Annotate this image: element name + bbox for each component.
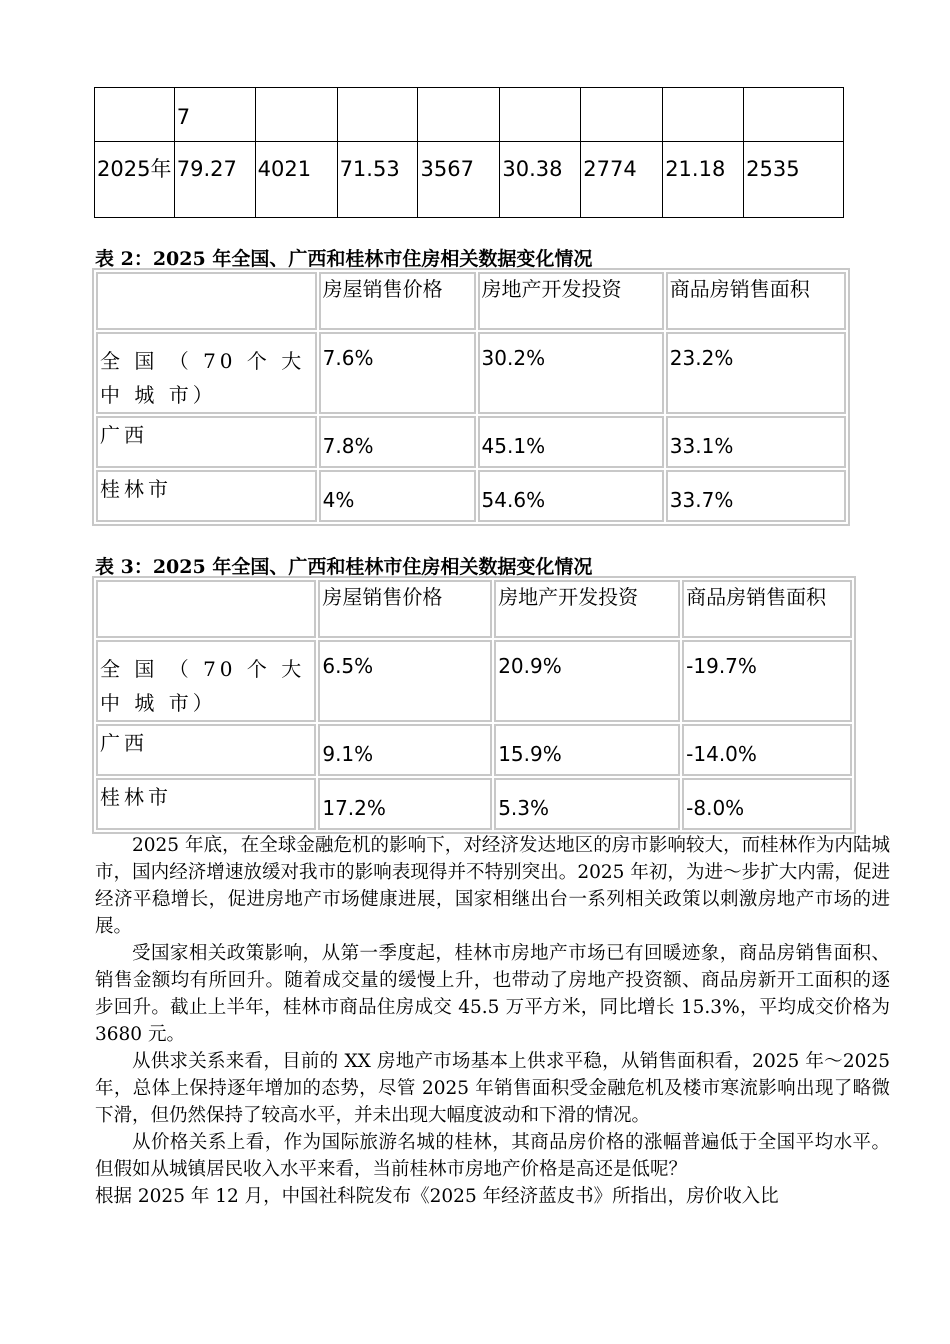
table-header-row [96,580,852,638]
paragraph: 从供求关系来看，目前的 XX 房地产市场基本上供求平稳，从销售面积看，2025 年～2025 年，总体上保持逐年增加的态势，尽管 2025 年销售面积受金融危机及楼市寒流影响出现了略微下滑，但仍然保持了较高水平，并未出现大幅度波动和下滑的情况。 [95,1051,890,1126]
table-cell: 2774 [581,142,663,218]
table-cell: 20.9% [494,640,680,722]
table-cell: 71.53 [337,142,418,218]
table-header-cell [96,272,317,330]
table-cell: 6.5% [318,640,492,722]
row-label: 广西 [96,724,316,776]
data-table-3 [92,576,856,834]
table-header-cell: 房地产开发投资 [494,580,680,638]
table-cell: -19.7% [682,640,852,722]
table-header-cell: 房屋销售价格 [318,580,492,638]
table-row [95,88,844,142]
table-row [96,416,846,468]
table-cell: 21.18 [663,142,744,218]
table-row [96,332,846,414]
table-cell [744,88,844,142]
table-cell [500,88,581,142]
table-cell: 17.2% [318,778,492,830]
table-header-cell: 商品房销售面积 [666,272,846,330]
table-cell: 9.1% [318,724,492,776]
table-header-cell: 房地产开发投资 [478,272,664,330]
table-cell: 33.1% [666,416,846,468]
row-label: 全 国 （ 70 个 大 中 城 市） [96,332,317,414]
table-cell: 4% [319,470,476,522]
table-cell: 54.6% [478,470,664,522]
table-cell: 2535 [744,142,844,218]
row-label: 广西 [96,416,317,468]
table-cell [581,88,663,142]
table-cell: 30.38 [500,142,581,218]
paragraph: 根据 2025 年 12 月，中国社科院发布《2025 年经济蓝皮书》所指出，房价收入比 [95,1186,779,1207]
row-label: 全 国 （ 70 个 大 中 城 市） [96,640,316,722]
table-cell: 30.2% [478,332,664,414]
table-row [96,640,852,722]
table-cell: 5.3% [494,778,680,830]
data-table-1 [94,87,844,218]
table-header-row [96,272,846,330]
table-cell: 7 [174,88,255,142]
paragraph: 受国家相关政策影响，从第一季度起，桂林市房地产市场已有回暖迹象，商品房销售面积、销售金额均有所回升。随着成交量的缓慢上升，也带动了房地产投资额、商品房新开工面积的逐步回升。截止上半年，桂林市商品住房成交 45.5 万平方米，同比增长 15.3%，平均成交价格为 3680 元。 [95,943,890,1045]
row-label: 桂林市 [96,470,317,522]
table-cell [255,88,337,142]
table-cell [337,88,418,142]
table-header-cell: 房屋销售价格 [319,272,476,330]
table-cell: 45.1% [478,416,664,468]
table-row [96,724,852,776]
table-cell: 7.6% [319,332,476,414]
table-row [96,778,852,830]
table-row [95,142,844,218]
paragraph: 从价格关系上看，作为国际旅游名城的桂林，其商品房价格的涨幅普遍低于全国平均水平。但假如从城镇居民收入水平来看，当前桂林市房地产价格是高还是低呢？ [95,1132,890,1180]
table-2-caption: 表 2：2025 年全国、广西和桂林市住房相关数据变化情况 [95,248,593,270]
table-cell: 15.9% [494,724,680,776]
table-cell: 2025年 [95,142,175,218]
table-cell [95,88,175,142]
table-3-caption: 表 3：2025 年全国、广西和桂林市住房相关数据变化情况 [95,556,593,578]
paragraph: 2025 年底，在全球金融危机的影响下，对经济发达地区的房市影响较大，而桂林作为内陆城市，国内经济增速放缓对我市的影响表现得并不特别突出。2025 年初，为进～步扩大内需，促进经济平稳增长，促进房地产市场健康进展，国家相继出台一系列相关政策以刺激房地产市场的进展。 [95,835,890,937]
table-cell: 4021 [255,142,337,218]
table-row [96,470,846,522]
table-cell: 79.27 [174,142,255,218]
table-cell: 23.2% [666,332,846,414]
table-cell: -14.0% [682,724,852,776]
table-cell: -8.0% [682,778,852,830]
table-cell [418,88,500,142]
table-header-cell [96,580,316,638]
data-table-2 [92,268,850,526]
body-text [95,832,890,1210]
row-label: 桂林市 [96,778,316,830]
table-cell: 33.7% [666,470,846,522]
table-cell: 3567 [418,142,500,218]
table-cell: 7.8% [319,416,476,468]
table-cell [663,88,744,142]
table-header-cell: 商品房销售面积 [682,580,852,638]
